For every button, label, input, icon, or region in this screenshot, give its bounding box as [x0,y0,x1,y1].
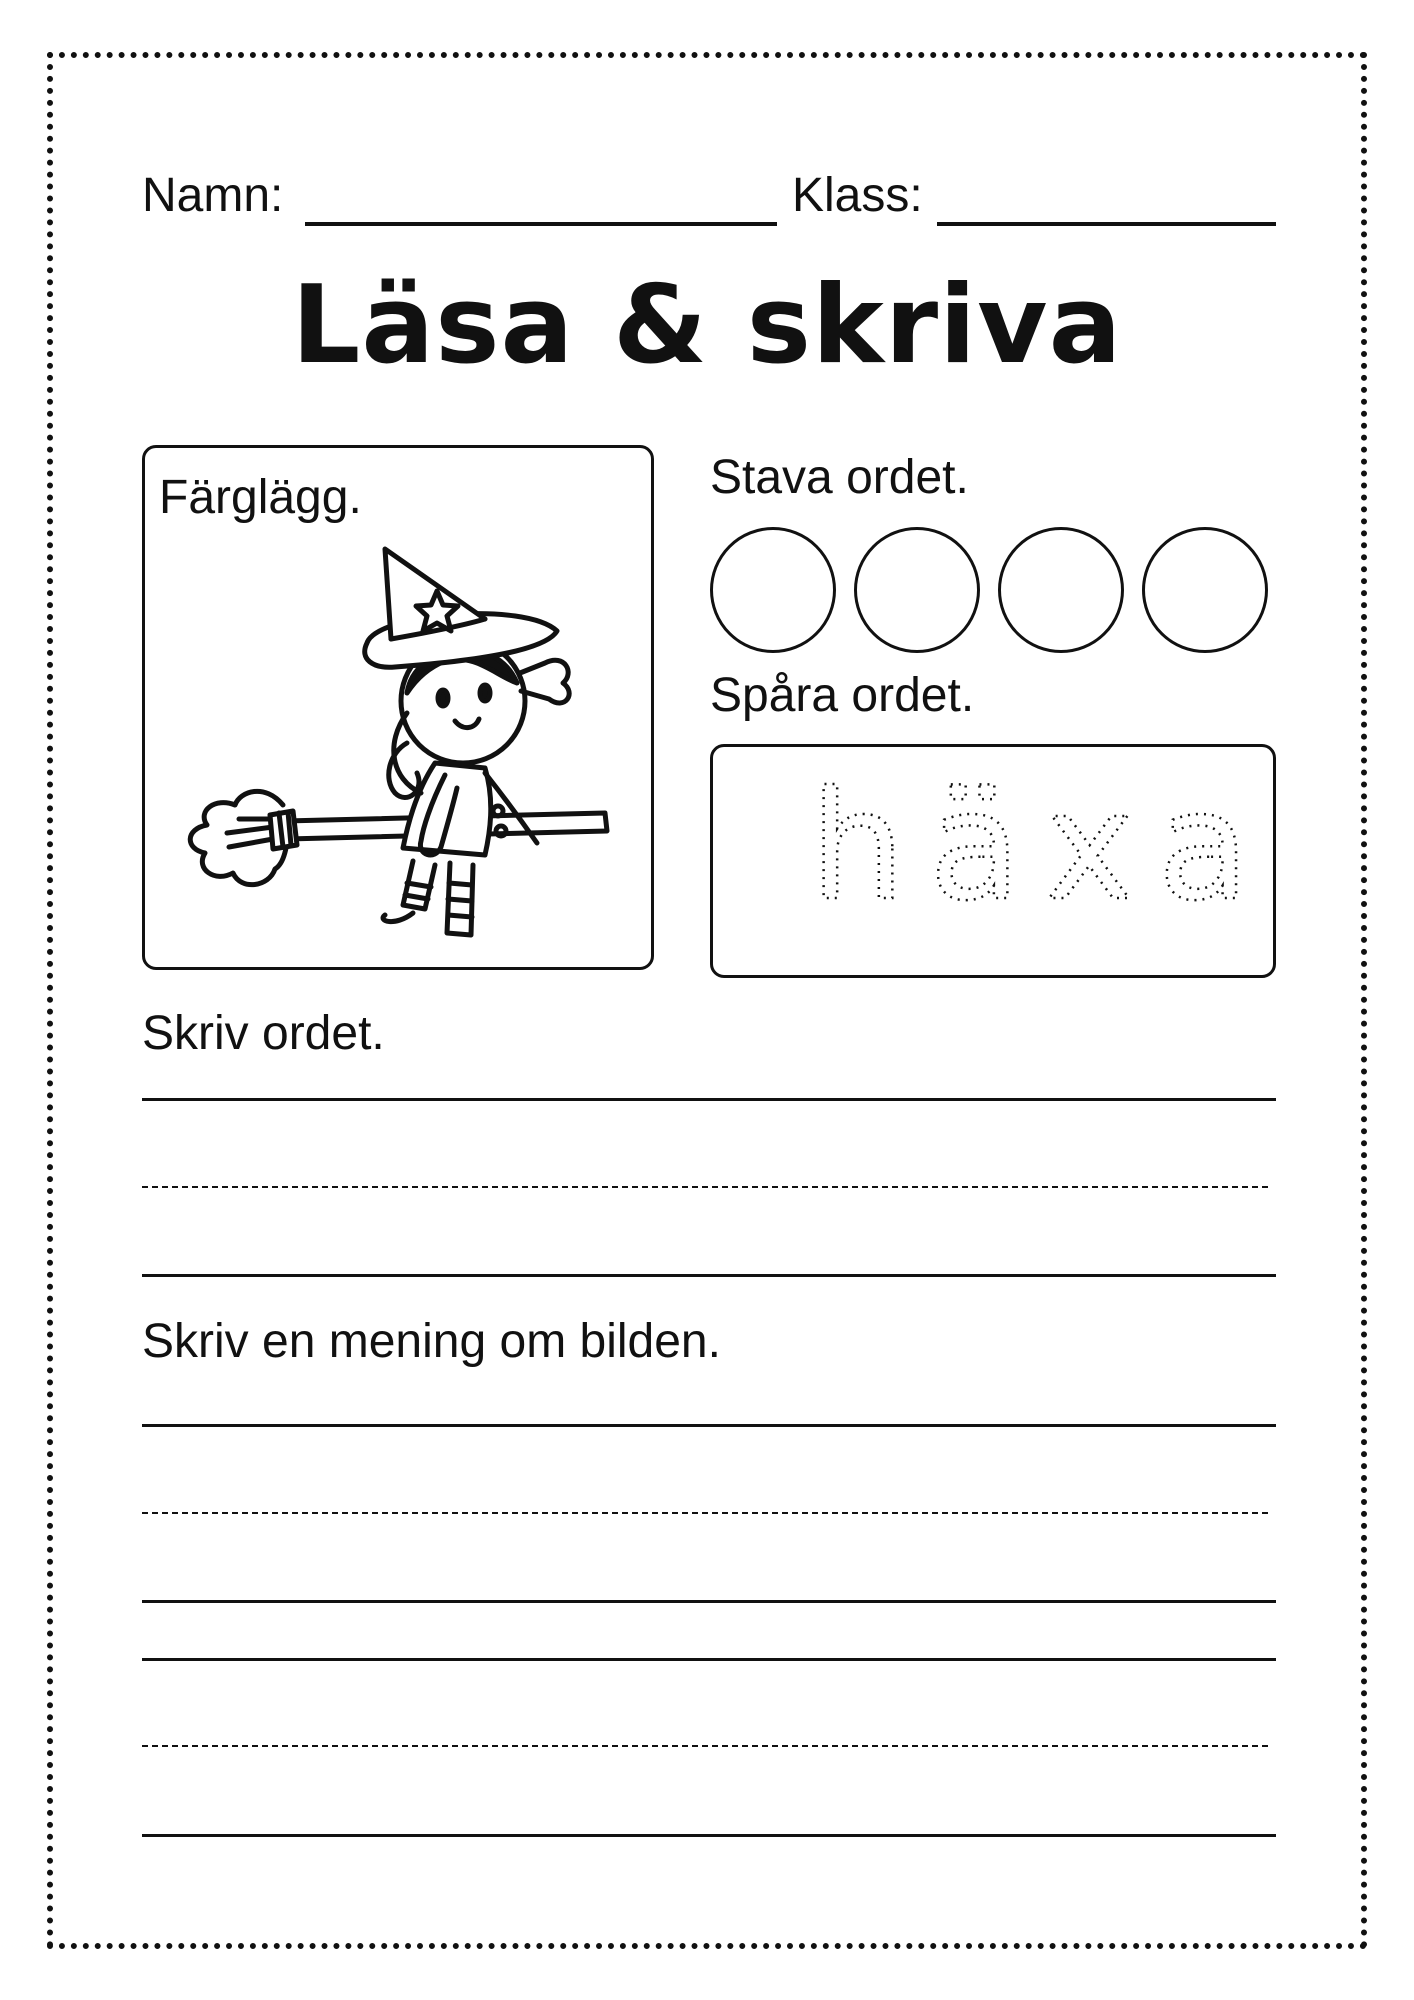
letter-circle-4[interactable] [1142,527,1268,653]
trace-label: Spåra ordet. [710,669,975,722]
letter-circle-1[interactable] [710,527,836,653]
sentence-line-2-mid [142,1745,1268,1747]
trace-word: häxa [810,760,1274,918]
sentence-line-2-base[interactable] [142,1834,1276,1837]
witch-on-broom-icon [145,543,651,973]
write-sentence-label: Skriv en mening om bilden. [142,1315,721,1368]
letter-circle-2[interactable] [854,527,980,653]
sentence-line-1-mid [142,1512,1268,1514]
write-word-mid-line [142,1186,1268,1188]
coloring-box[interactable] [142,445,654,970]
spell-label: Stava ordet. [710,451,969,504]
letter-circle-3[interactable] [998,527,1124,653]
class-label: Klass: [792,169,923,222]
write-word-top-line[interactable] [142,1098,1276,1101]
page-title: Läsa & skriva [291,263,1123,388]
trace-word-area[interactable] [710,748,1292,918]
write-word-base-line[interactable] [142,1274,1276,1277]
sentence-line-1-base[interactable] [142,1600,1276,1603]
coloring-label: Färglägg. [159,471,362,524]
name-label: Namn: [142,169,284,222]
write-word-label: Skriv ordet. [142,1007,385,1060]
name-write-line[interactable] [305,222,777,226]
sentence-line-2-top[interactable] [142,1658,1276,1661]
sentence-line-1-top[interactable] [142,1424,1276,1427]
dotted-trace-word [710,748,1292,918]
class-write-line[interactable] [937,222,1276,226]
